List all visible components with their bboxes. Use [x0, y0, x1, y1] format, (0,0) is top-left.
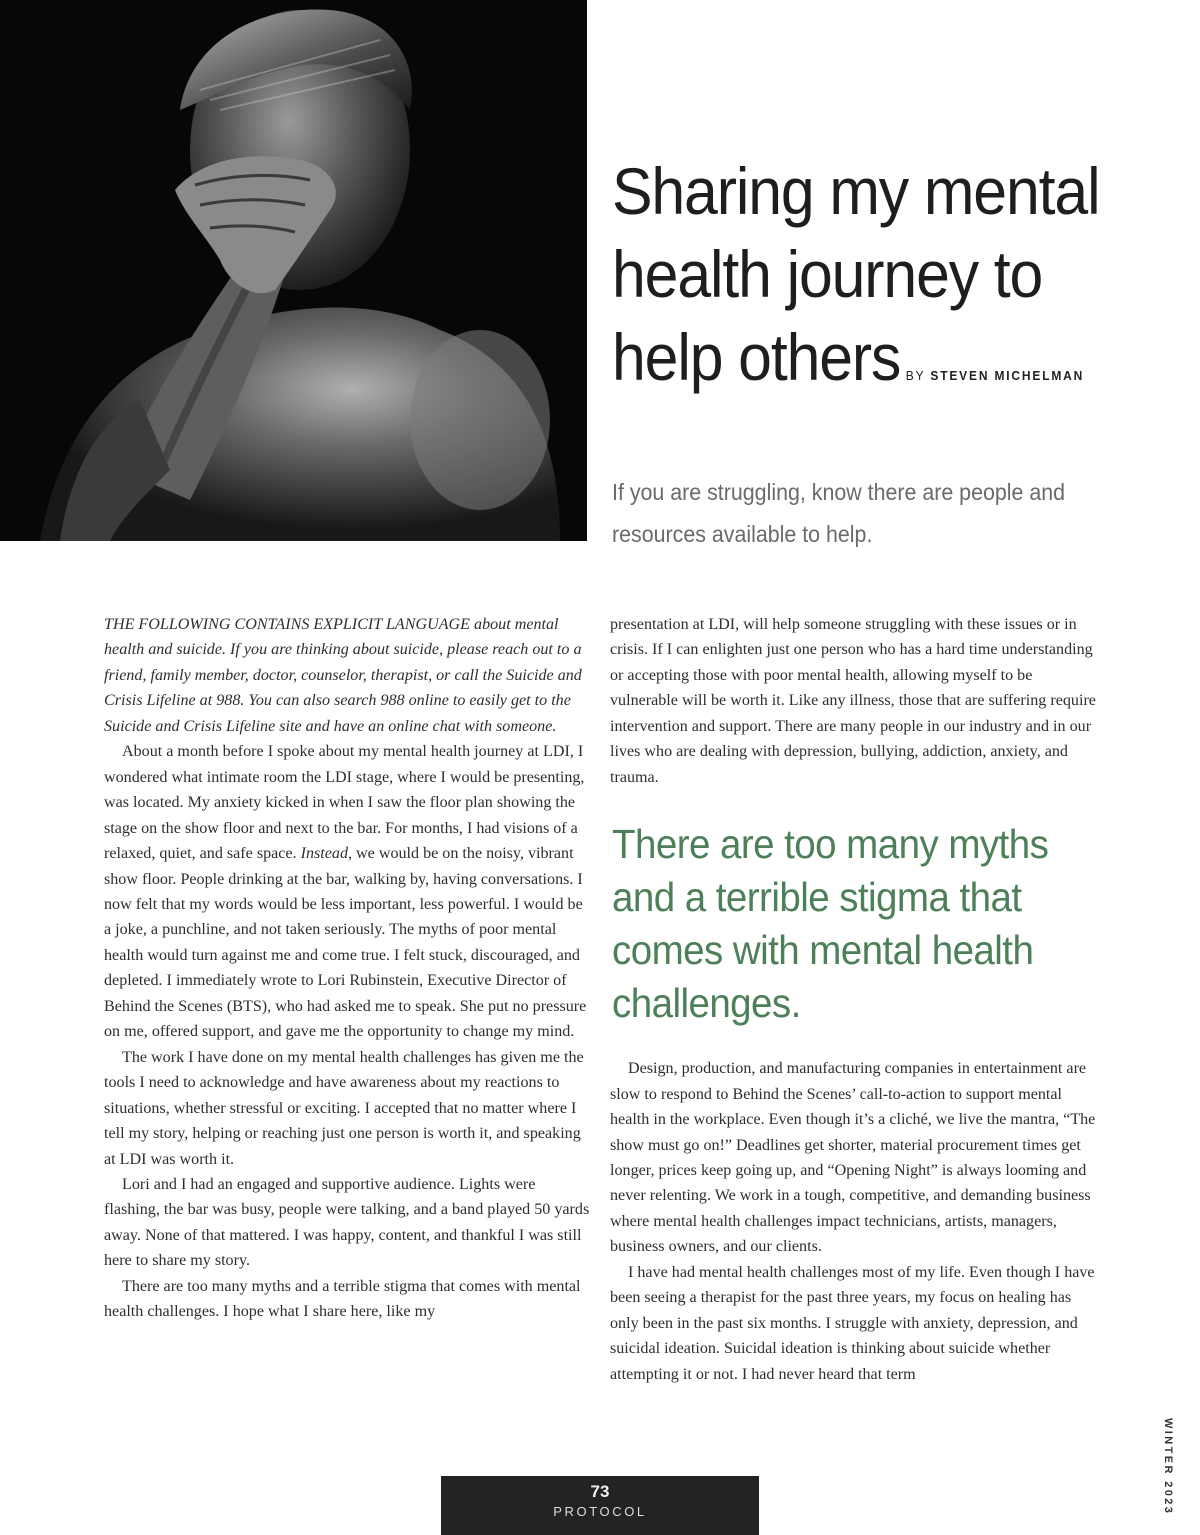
byline-prefix: BY: [905, 368, 926, 383]
emphasis-text: Instead: [300, 845, 348, 863]
article-title: [612, 150, 1127, 399]
body-paragraph: Lori and I had an engaged and supportive audience. Lights were flashing, the bar was busy, people were talking, and a band played 50 yards away. None of that mattered. I was happy, content, and thankful I was still here to share my story.: [104, 1175, 590, 1270]
issue-label: WINTER 2023: [1162, 1418, 1174, 1516]
body-paragraph: The work I have done on my mental health challenges has given me the tools I need to acknowledge and have awareness about my reactions to situations, whether stressful or exciting. I accepted that no matter where I tell my story, helping or reaching just one person is worth it, and speaking at LDI was worth it.: [104, 1048, 584, 1168]
hero-photo: [0, 0, 587, 541]
article-dek: If you are struggling, know there are people and resources available to help.: [612, 479, 1066, 547]
body-paragraph: There are too many myths and a terrible stigma that comes with mental health challenges. I hope what I share here, like my: [104, 1277, 581, 1321]
body-column-right: [610, 612, 1096, 1387]
content-warning: THE FOLLOWING CONTAINS EXPLICIT LANGUAGE about mental health and suicide. If you are thinking about suicide, please reach out to a friend, family member, doctor, counselor, therapist, or call the Suicide and Crisis Lifeline at 988. You can also search 988 online to easily get to the Suicide and Crisis Lifeline site and have an online chat with someone.: [104, 616, 582, 735]
issue-folio: [1160, 1418, 1174, 1516]
body-paragraph: Design, production, and manufacturing companies in entertainment are slow to respond to Behind the Scenes’ call-to-action to support mental health in the workplace. Even though it’s a cliché, we live the mantra, “The show must go on!” Deadlines get shorter, material procurement times get longer, prices keep going up, and “Opening Night” is always looming and never relenting. We work in a tough, competitive, and demanding business where mental health challenges impact technicians, artists, managers, business owners, and our clients.: [610, 1060, 1096, 1256]
footer-tab: [441, 1476, 759, 1535]
article-title-text: Sharing my mental health journey to help others: [612, 154, 1100, 394]
photo-man-covering-face-icon: [0, 0, 587, 541]
body-paragraph: I have had mental health challenges most of my life. Even though I have been seeing a therapist for the past three years, my focus on healing has only been in the past six months. I struggle with anxiety, depression, and suicidal ideation. Suicidal ideation is thinking about suicide whether attempting it or not. I had never heard that term: [610, 1263, 1095, 1383]
page-number: 73: [590, 1482, 610, 1501]
body-paragraph: [104, 739, 590, 1044]
body-paragraph-continued: presentation at LDI, will help someone struggling with these issues or in crisis. If I can enlighten just one person who has a hard time understanding or accepting those with poor mental health, allowing myself to be vulnerable will be worth it. Like any illness, those that are suffering require intervention and support. There are many people in our industry and in our lives who are dealing with depression, bullying, addiction, anxiety, and trauma.: [610, 616, 1096, 786]
paragraph-text: About a month before I spoke about my mental health journey at LDI, I wondered what intimate room the LDI stage, where I would be presenting, was located. My anxiety kicked in when I saw the floor plan showing the stage on the show floor and next to the bar. For months, I had visions of a relaxed, quiet, and safe space.: [104, 743, 585, 863]
author-name: STEVEN MICHELMAN: [930, 368, 1085, 383]
magazine-name: PROTOCOL: [553, 1504, 647, 1519]
body-column-left: [104, 612, 590, 1325]
pull-quote: There are too many myths and a terrible stigma that comes with mental health challenges.: [612, 821, 1049, 1027]
byline: [906, 368, 1084, 383]
paragraph-text: , we would be on the noisy, vibrant show floor. People drinking at the bar, walking by, having conversations. I now felt that my words would be less important, less powerful. I would be a joke, a punchline, and not taken seriously. The myths of poor mental health would turn against me and come true. I felt stuck, discouraged, and depleted. I immediately wrote to Lori Rubinstein, Executive Director of Behind the Scenes (BTS), who had asked me to speak. She put no pressure on me, offered support, and gave me the opportunity to change my mind.: [104, 845, 587, 1041]
